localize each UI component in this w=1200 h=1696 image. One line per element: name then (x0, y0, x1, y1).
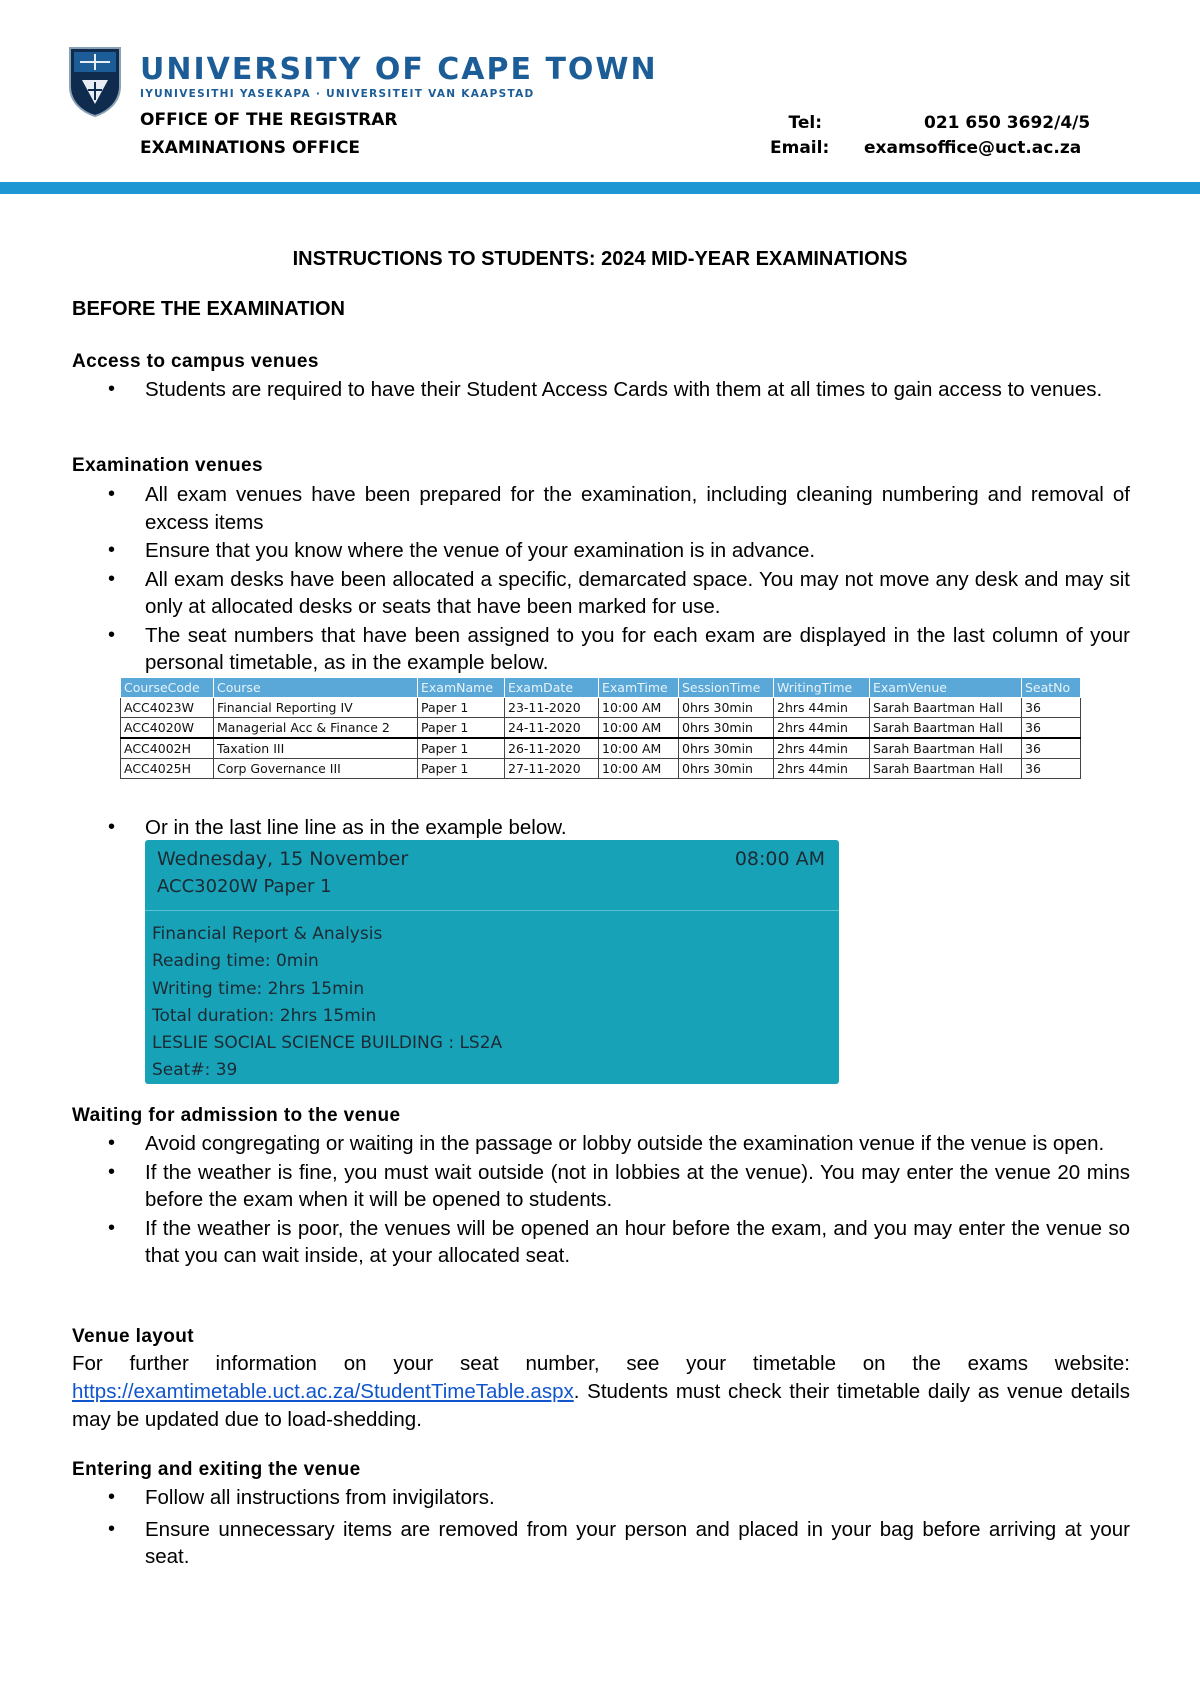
table-cell: Paper 1 (418, 718, 505, 739)
table-cell: 24-11-2020 (505, 718, 599, 739)
table-cell: ACC4023W (121, 698, 214, 718)
table-row (121, 738, 1081, 759)
document-title: INSTRUCTIONS TO STUDENTS: 2024 MID-YEAR EXAMINATIONS (292, 248, 908, 270)
column-header: ExamDate (505, 678, 599, 698)
list-item: • Ensure that you know where the venue of your examination is in advance. (108, 537, 1130, 565)
office-line-registrar: OFFICE OF THE REGISTRAR (140, 110, 398, 130)
list-item: • All exam desks have been allocated a specific, demarcated space. You may not move any desk and may sit only at allocated desks or seats that have been marked for use. (108, 566, 1130, 621)
table-cell: ACC4020W (121, 718, 214, 739)
list-item: • Or in the last line line as in the example below. (108, 814, 1130, 842)
heading-venues: Examination venues (72, 455, 263, 476)
table-cell: 0hrs 30min (679, 718, 774, 739)
table-cell: Paper 1 (418, 738, 505, 759)
table-cell: 36 (1022, 738, 1081, 759)
heading-venue-layout: Venue layout (72, 1326, 195, 1347)
table-cell: Corp Governance III (214, 759, 418, 779)
list-item: • All exam venues have been prepared for the examination, including cleaning numbering and removal of excess items (108, 481, 1130, 536)
column-header: ExamTime (599, 678, 679, 698)
tel-label: Tel: (788, 113, 822, 133)
university-subtitle: IYUNIVESITHI YASEKAPA · UNIVERSITEIT VAN KAAPSTAD (140, 88, 535, 100)
uct-crest-logo (68, 46, 122, 118)
timetable-example-card (145, 840, 839, 1084)
card-course-code: ACC3020W Paper 1 (157, 876, 332, 897)
table-row (121, 698, 1081, 718)
tel-value: 021 650 3692/4/5 (924, 113, 1091, 133)
heading-entering: Entering and exiting the venue (72, 1459, 361, 1480)
venues-list-continued (108, 814, 1130, 843)
card-line: Seat#: 39 (152, 1060, 238, 1081)
table-cell: 2hrs 44min (774, 738, 870, 759)
heading-access: Access to campus venues (72, 351, 319, 372)
column-header: SessionTime (679, 678, 774, 698)
card-line: LESLIE SOCIAL SCIENCE BUILDING : LS2A (152, 1033, 503, 1054)
card-time: 08:00 AM (734, 848, 825, 870)
table-cell: Paper 1 (418, 759, 505, 779)
email-value: examsoffice@uct.ac.za (864, 138, 1082, 158)
column-header: ExamName (418, 678, 505, 698)
table-cell: Managerial Acc & Finance 2 (214, 718, 418, 739)
timetable-example-table (120, 677, 1081, 779)
table-cell: 10:00 AM (599, 759, 679, 779)
table-cell: 27-11-2020 (505, 759, 599, 779)
table-cell: 2hrs 44min (774, 698, 870, 718)
card-line: Reading time: 0min (152, 951, 319, 972)
column-header: Course (214, 678, 418, 698)
table-cell: 36 (1022, 698, 1081, 718)
table-cell: Sarah Baartman Hall (870, 738, 1022, 759)
table-header-row (121, 678, 1081, 698)
table-cell: 0hrs 30min (679, 738, 774, 759)
card-line: Total duration: 2hrs 15min (152, 1005, 377, 1026)
table-cell: 26-11-2020 (505, 738, 599, 759)
office-line-examinations: EXAMINATIONS OFFICE (140, 138, 361, 158)
column-header: ExamVenue (870, 678, 1022, 698)
table-cell: ACC4025H (121, 759, 214, 779)
table-cell: Sarah Baartman Hall (870, 718, 1022, 739)
column-header: WritingTime (774, 678, 870, 698)
table-row (121, 718, 1081, 739)
column-header: SeatNo (1022, 678, 1081, 698)
list-item: • Avoid congregating or waiting in the passage or lobby outside the examination venue if the venue is open. (108, 1130, 1130, 1158)
table-cell: Financial Reporting IV (214, 698, 418, 718)
university-name: UNIVERSITY OF CAPE TOWN (140, 52, 658, 87)
column-header: CourseCode (121, 678, 214, 698)
card-line: Writing time: 2hrs 15min (152, 978, 365, 999)
heading-waiting: Waiting for admission to the venue (72, 1105, 401, 1126)
header-rule (0, 182, 1200, 194)
card-line: Financial Report & Analysis (152, 924, 383, 944)
venue-layout-paragraph (72, 1350, 1130, 1434)
table-cell: Paper 1 (418, 698, 505, 718)
table-cell: Taxation III (214, 738, 418, 759)
list-item: • Follow all instructions from invigilators. (108, 1484, 1130, 1512)
list-item: • The seat numbers that have been assigned to you for each exam are displayed in the last column of your personal timetable, as in the example below. (108, 622, 1130, 677)
table-cell: 2hrs 44min (774, 759, 870, 779)
entering-list (108, 1484, 1130, 1572)
table-cell: 23-11-2020 (505, 698, 599, 718)
table-cell: 0hrs 30min (679, 698, 774, 718)
table-cell: 2hrs 44min (774, 718, 870, 739)
paragraph-text: . Students must check their timetable daily as venue details may be updated due to load-shedding. (72, 1380, 1130, 1431)
table-cell: ACC4002H (121, 738, 214, 759)
list-item: • If the weather is poor, the venues will be opened an hour before the exam, and you may enter the venue so that you can wait inside, at your allocated seat. (108, 1215, 1130, 1270)
table-cell: 0hrs 30min (679, 759, 774, 779)
email-label: Email: (770, 138, 830, 158)
table-cell: 10:00 AM (599, 738, 679, 759)
card-header (145, 840, 839, 911)
card-body (145, 911, 839, 1085)
section-before-exam: BEFORE THE EXAMINATION (72, 298, 345, 320)
list-item: • If the weather is fine, you must wait outside (not in lobbies at the venue). You may enter the venue 20 mins before the exam when it will be opened to students. (108, 1159, 1130, 1214)
card-day: Wednesday, 15 November (157, 848, 409, 870)
venues-list (108, 481, 1130, 678)
paragraph-text: For further information on your seat number, see your timetable on the exams website: (72, 1352, 1130, 1375)
table-cell: 36 (1022, 718, 1081, 739)
table-cell: 10:00 AM (599, 698, 679, 718)
table-cell: Sarah Baartman Hall (870, 698, 1022, 718)
list-item: • Students are required to have their Student Access Cards with them at all times to gain access to venues. (108, 376, 1130, 404)
timetable-website-link[interactable]: https://examtimetable.uct.ac.za/StudentTimeTable.aspx (72, 1380, 574, 1403)
access-list (108, 376, 1130, 405)
table-cell: 10:00 AM (599, 718, 679, 739)
table-row (121, 759, 1081, 779)
list-item: • Ensure unnecessary items are removed from your person and placed in your bag before arriving at your seat. (108, 1516, 1130, 1571)
table-cell: Sarah Baartman Hall (870, 759, 1022, 779)
table-cell: 36 (1022, 759, 1081, 779)
waiting-list (108, 1130, 1130, 1271)
